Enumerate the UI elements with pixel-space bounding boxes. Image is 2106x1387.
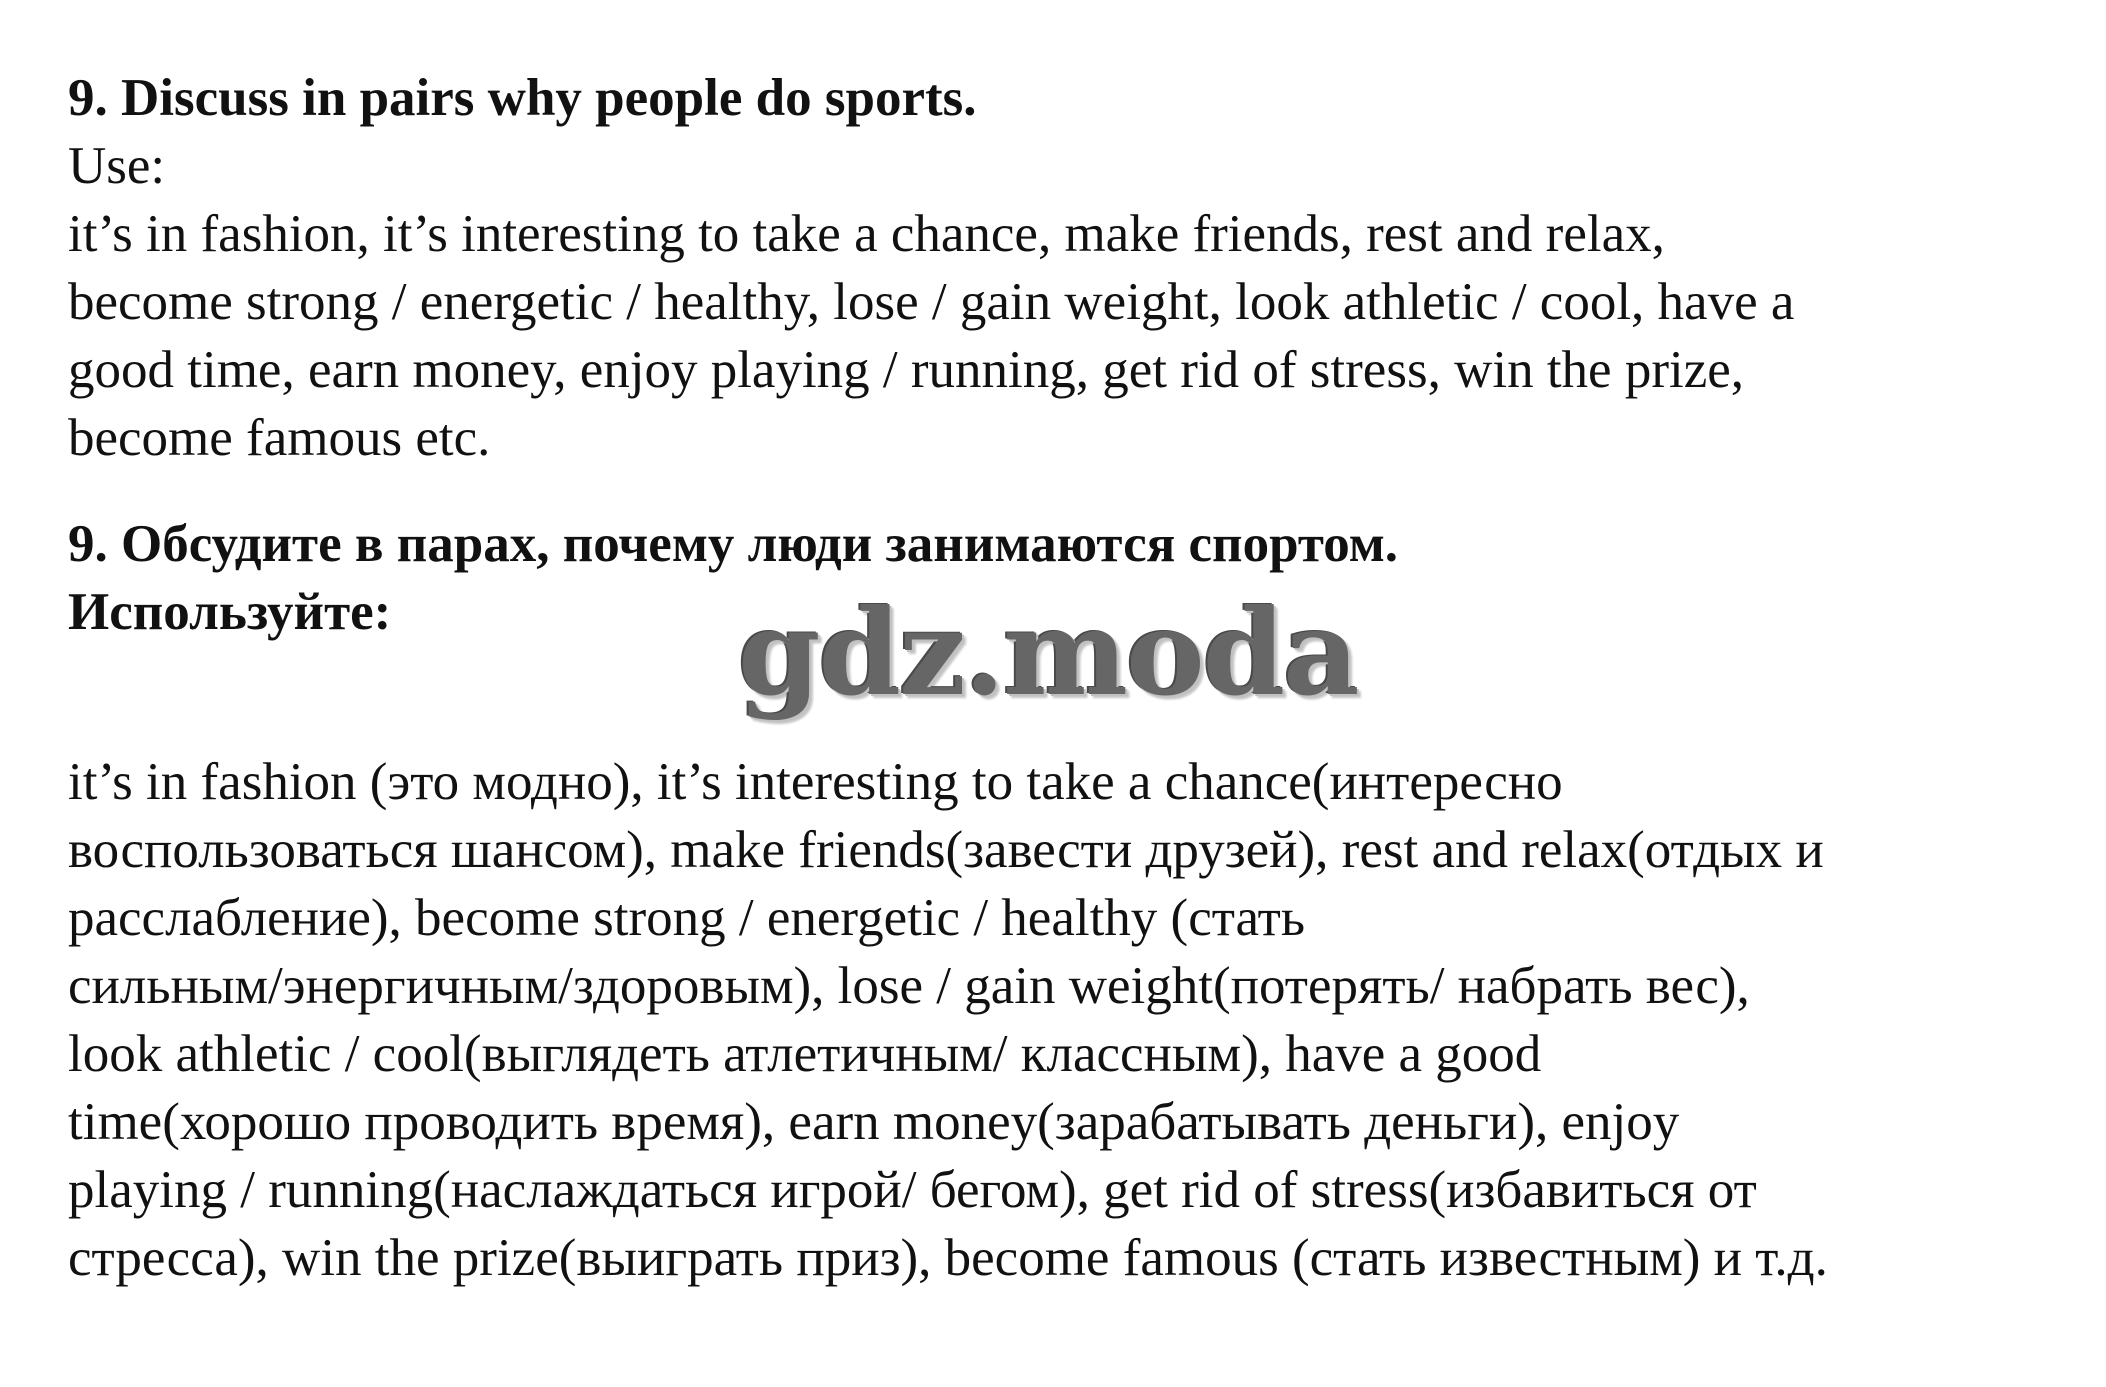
- english-text-line: good time, earn money, enjoy playing / running, get rid of stress, win the prize,: [68, 341, 1744, 399]
- translated-text-line: playing / running(наслаждаться игрой/ бегом), get rid of stress(избавиться от: [68, 1161, 1757, 1219]
- translated-text-line: расслабление), become strong / energetic / healthy (стать: [68, 889, 1306, 947]
- translated-text-line: it’s in fashion (это модно), it’s interesting to take a chance(интересно: [68, 753, 1563, 811]
- english-text-line: become strong / energetic / healthy, lose / gain weight, look athletic / cool, have a: [68, 273, 1795, 331]
- use-label-russian: Используйте:: [68, 583, 392, 641]
- use-label-english: Use:: [68, 137, 166, 195]
- translated-text-line: look athletic / cool(выглядеть атлетичным/ классным), have a good: [68, 1025, 1542, 1083]
- exercise-heading-russian: 9. Обсудите в парах, почему люди занимаются спортом.: [68, 515, 1399, 573]
- section-spacer: [68, 472, 2068, 510]
- translated-text-line: time(хорошо проводить время), earn money(зарабатывать деньги), enjoy: [68, 1093, 1680, 1151]
- site-watermark: gdz.moda: [738, 583, 1358, 722]
- translated-text-line: стресса), win the prize(выиграть приз), become famous (стать известным) и т.д.: [68, 1229, 1828, 1287]
- translated-text-line: сильным/энергичным/здоровым), lose / gain weight(потерять/ набрать вес),: [68, 957, 1750, 1015]
- english-text-line: it’s in fashion, it’s interesting to take a chance, make friends, rest and relax,: [68, 205, 1665, 263]
- english-text-line: become famous etc.: [68, 409, 491, 467]
- translated-text-line: воспользоваться шансом), make friends(завести друзей), rest and relax(отдых и: [68, 821, 1824, 879]
- exercise-heading-english: 9. Discuss in pairs why people do sports.: [68, 69, 977, 127]
